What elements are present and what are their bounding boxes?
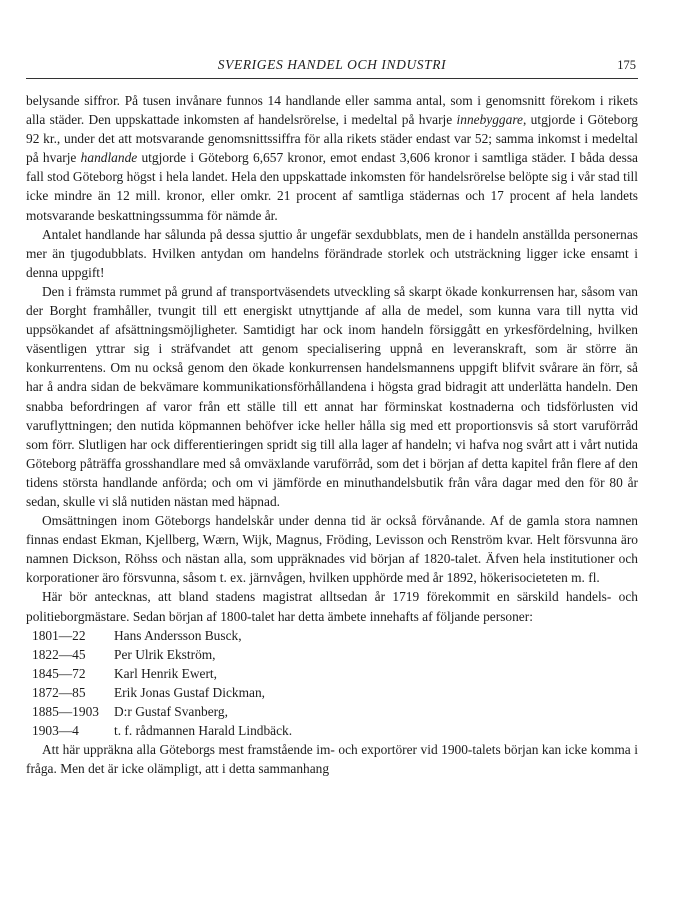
paragraph-mayors-intro: Här bör antecknas, att bland stadens magistrat alltsedan år 1719 förekommit en särskild handels- och politieborgmästare. Sedan början af 1800-talet har detta ämbete innehafts af följande personer: (26, 589, 638, 624)
mayor-entry (32, 702, 638, 721)
mayor-years: 1903—4 (32, 723, 79, 739)
mayor-name: Per Ulrik Ekström, (114, 646, 216, 662)
emphasis-handlande: handlande (80, 150, 138, 166)
book-page (26, 56, 638, 778)
mayor-name: Erik Jonas Gustaf Dickman, (114, 684, 265, 700)
running-title: SVERIGES HANDEL OCH INDUSTRI (217, 57, 447, 72)
page-number: 175 (617, 58, 636, 72)
mayor-years: 1885—1903 (32, 704, 99, 719)
mayor-entry (32, 626, 638, 645)
mayors-list (32, 626, 638, 741)
paragraph-income-statistics (26, 91, 638, 225)
paragraph-merchant-turnover: Omsättningen inom Göteborgs handelskår under denna tid är också förvånande. Af de gamla stora namnen finnas endast Ekman, Kjellberg, Wærn, Wijk, Magnus, Fröding, Levisson och Renström kvar. Helt försvunna äro namnen Dickson, Röhss och nästan alla, som uppräknades vid början af 1820-talet. Äfven hela institutioner och korporationer äro försvunna, såsom t. ex. järnvågen, hvilken upphörde med år 1892, hökerisocieteten m. fl. (26, 513, 638, 586)
paragraph-merchant-count: Antalet handlande har sålunda på dessa sjuttio år ungefär sexdubblats, men de i handeln anställda personernas mer än tjugodubblats. Hvilken antydan om handelns förändrade storlek och utsträckning ligger icke ensamt i denna uppgift! (26, 226, 638, 280)
running-header (26, 56, 638, 79)
mayor-years: 1845—72 (32, 665, 86, 681)
mayor-name: D:r Gustaf Svanberg, (114, 704, 228, 719)
mayor-entry (32, 683, 638, 702)
mayor-name: Hans Andersson Busck, (114, 627, 242, 643)
paragraph-exporters: Att här uppräkna alla Göteborgs mest framstående im- och exportörer vid 1900-talets början kan icke komma i fråga. Men det är icke olämpligt, att i detta sammanhang (26, 742, 638, 777)
mayor-name: t. f. rådmannen Harald Lindbäck. (114, 723, 293, 739)
mayor-entry (32, 721, 638, 740)
mayor-years: 1872—85 (32, 684, 86, 700)
emphasis-innebyggare: innebyggare (456, 112, 523, 128)
paragraph-text: , utgjorde i Göteborg 92 kr., under det att motsvarande genomsnittssiffra för alla rikets städer endast var 52; samma inkomst i medeltal på hvarje (26, 112, 638, 166)
paragraph-text: belysande siffror. På tusen invånare funnos 14 handlande eller samma antal, som i genomsnitt förekom i rikets alla städer. Den uppskattade inkomsten af handelsrörelse, i medeltal på hvarje (26, 93, 638, 128)
paragraph-text: utgjorde i Göteborg 6,657 kronor, emot endast 3,606 kronor i samtliga städer. I båda dessa fall stod Göteborg högst i hela landet. Hela den uppskattade inkomsten för handelsrörelse belöpte sig i vår stad till icke mindre än 12 mill. kronor, eller omkr. 21 procent af samtliga städernas och 17 procent af hela landets motsvarande beskattningssumma för nämde år. (26, 150, 638, 223)
mayor-years: 1801—22 (32, 627, 86, 643)
mayor-name: Karl Henrik Ewert, (114, 665, 217, 681)
mayor-entry (32, 645, 638, 664)
paragraph-competition: Den i främsta rummet på grund af transportväsendets utveckling så skarpt ökade konkurrensen har, såsom van der Borght framhåller, tvungit till ett energiskt utnyttjande af alla de medel, som kunna vara till nytta vid uppsökandet af afsättningsmöjligheter. Samtidigt har ock inom handeln försiggått en yrkesfördelning, hvilken väsentligen yttrar sig i sträfvandet att genom specialisering uppnå en leveranskraft, som är större än konkurrentens. Om nu också genom den ökade konkurrensen handelsmannens uppgift blifvit svårare än förr, så har å andra sidan de bekvämare kommunikationsförhållandena i högsta grad bidragit att underlätta handeln. Den snabba befordringen af varor från ett ställe till ett annat har förminskat kostnaderna och tidsförlusten vid varuflyttningen; den nutida köpmannen behöfver icke heller hålla sig med ett proportionsvis så stort varuförråd som förr. Slutligen har ock differentieringen spridt sig till alla lager af handeln; vi hafva nog svårt att i vårt nutida Göteborg påträffa grosshandlare med så omväxlande varuförråd, som det i början af detta kapitel från flere af den tidens största handlande anförda; och om vi jämförde en minuthandelsbutik från våra dagar med den för 80 år sedan, skulle vi slå nutiden nästan med häpnad. (26, 283, 638, 509)
mayor-entry (32, 664, 638, 683)
mayor-years: 1822—45 (32, 646, 86, 662)
